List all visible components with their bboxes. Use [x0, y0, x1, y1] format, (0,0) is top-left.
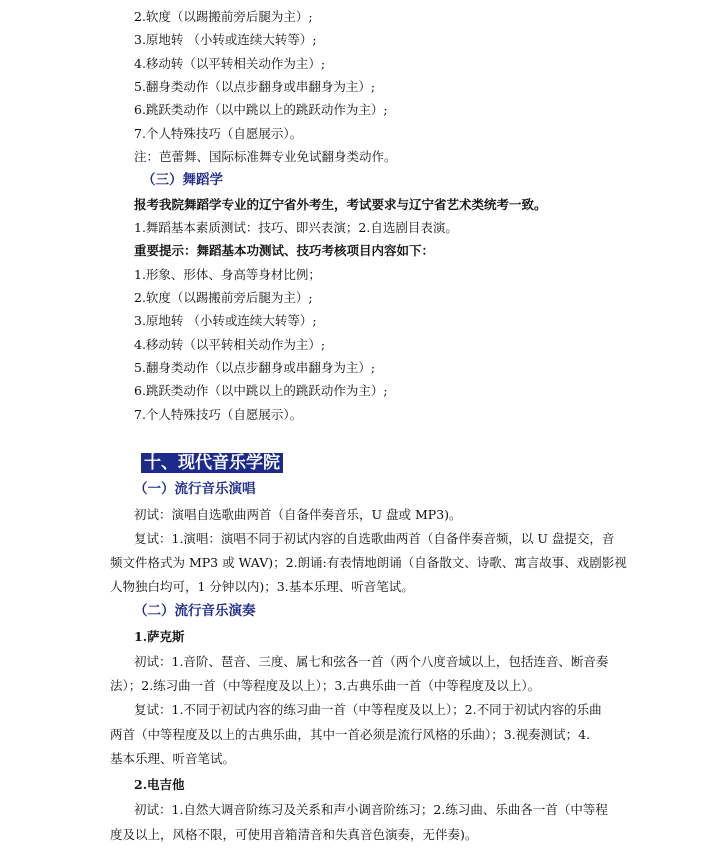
initial-test-line: 初试：1.自然大调音阶练习及关系和声小调音阶练习；2.练习曲、乐曲各一首（中等程 [134, 802, 608, 817]
list-item: 5.翻身类动作（以点步翻身或串翻身为主）; [134, 360, 376, 375]
section-heading-pop-vocal: （一）流行音乐演唱 [134, 481, 256, 497]
initial-test-line: 初试：1.音阶、琶音、三度、属七和弦各一首（两个八度音域以上，包括连音、断音奏 [134, 654, 609, 669]
initial-test-line: 度及以上，风格不限，可使用音箱清音和失真音色演奏，无伴奏)。 [110, 827, 478, 842]
chapter-heading [141, 452, 283, 475]
retest-line: 频文件格式为 MP3 或 WAV)；2.朗诵:有表情地朗诵（自备散文、诗歌、寓言故事、戏剧影视 [110, 555, 627, 570]
initial-test-text: 初试：演唱自选歌曲两首（自备伴奏音乐，U 盘或 MP3)。 [134, 507, 462, 522]
list-item: 2.软度（以踢搬前旁后腿为主）; [134, 9, 313, 24]
list-item: 1.形象、形体、身高等身材比例； [134, 267, 321, 282]
list-item: 7.个人特殊技巧（自愿展示）。 [134, 407, 303, 422]
retest-line: 基本乐理、听音笔试。 [110, 751, 236, 766]
list-item: 4.移动转（以平转相关动作为主）; [134, 56, 326, 71]
list-item: 5.翻身类动作（以点步翻身或串翻身为主）; [134, 79, 376, 94]
important-note: 重要提示：舞蹈基本功测试、技巧考核项目内容如下： [134, 243, 435, 258]
retest-line: 复试：1.不同于初试内容的练习曲一首（中等程度及以上）；2.不同于初试内容的乐曲 [134, 702, 602, 717]
list-item: 2.软度（以踢搬前旁后腿为主）; [134, 290, 313, 305]
retest-line: 复试：1.演唱：演唱不同于初试内容的自选歌曲两首（自备伴奏音频，以 U 盘提交，音 [134, 531, 615, 546]
list-item: 3.原地转 （小转或连续大转等）; [134, 32, 317, 47]
list-item: 3.原地转 （小转或连续大转等）; [134, 313, 317, 328]
tests-text: 1.舞蹈基本素质测试：技巧、即兴表演；2.自选剧目表演。 [134, 220, 458, 235]
initial-test-line: 法）；2.练习曲一首（中等程度及以上）；3.古典乐曲一首（中等程度及以上）。 [110, 678, 541, 693]
retest-line: 两首（中等程度及以上的古典乐曲，其中一首必须是流行风格的乐曲）；3.视奏测试；4. [110, 727, 591, 742]
requirement-text: 报考我院舞蹈学专业的辽宁省外考生，考试要求与辽宁省艺术类统考一致。 [134, 197, 547, 212]
retest-line: 人物独白均可，1 分钟以内)；3.基本乐理、听音笔试。 [110, 579, 414, 594]
section-heading-dance-studies: （三）舞蹈学 [142, 172, 223, 188]
list-item: 6.跳跃类动作（以中跳以上的跳跃动作为主）; [134, 102, 388, 117]
section-heading-pop-instrumental: （二）流行音乐演奏 [134, 603, 256, 619]
list-item: 4.移动转（以平转相关动作为主）; [134, 337, 326, 352]
note-text: 注：芭蕾舞、国际标准舞专业免试翻身类动作。 [134, 149, 397, 164]
chapter-heading-text: 十、现代音乐学院 [141, 453, 283, 473]
list-item: 6.跳跃类动作（以中跳以上的跳跃动作为主）; [134, 383, 388, 398]
subsection-heading-electric-guitar: 2.电吉他 [134, 777, 185, 792]
subsection-heading-saxophone: 1.萨克斯 [134, 629, 185, 644]
list-item: 7.个人特殊技巧（自愿展示）。 [134, 126, 303, 141]
